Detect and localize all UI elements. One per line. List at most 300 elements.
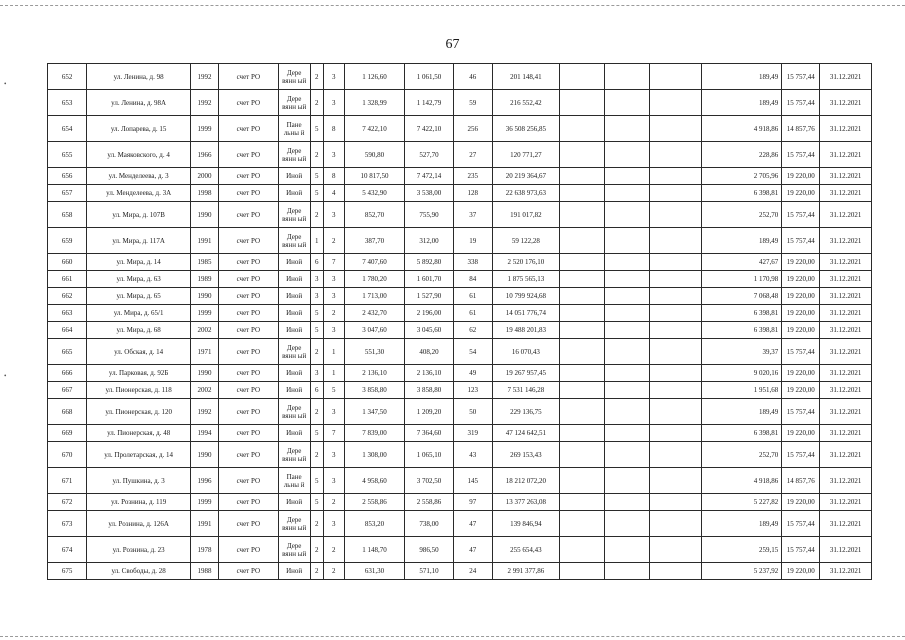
material-cell: Пане льны й xyxy=(278,468,310,494)
date-cell: 31.12.2021 xyxy=(820,271,872,288)
table-row xyxy=(48,425,872,442)
empty-cell xyxy=(605,116,650,142)
entrances-cell: 2 xyxy=(323,537,344,563)
empty-cell xyxy=(605,228,650,254)
material-cell: Иной xyxy=(278,425,310,442)
material-cell: Иной xyxy=(278,563,310,580)
year-cell: 1966 xyxy=(191,142,219,168)
empty-cell xyxy=(559,442,604,468)
residents-cell: 47 xyxy=(453,537,492,563)
cost-cell: 47 124 642,51 xyxy=(492,425,559,442)
material-cell: Иной xyxy=(278,185,310,202)
table-row xyxy=(48,399,872,425)
material-cell: Иной xyxy=(278,322,310,339)
scan-top-edge xyxy=(0,5,905,7)
year-cell: 2002 xyxy=(191,322,219,339)
table-row xyxy=(48,468,872,494)
residents-cell: 46 xyxy=(453,64,492,90)
row-number: 663 xyxy=(48,305,87,322)
limit-cell: 19 220,00 xyxy=(782,288,820,305)
empty-cell xyxy=(605,468,650,494)
total-area-cell: 551,30 xyxy=(344,339,405,365)
date-cell: 31.12.2021 xyxy=(820,228,872,254)
cost-cell: 7 531 146,28 xyxy=(492,382,559,399)
residents-cell: 61 xyxy=(453,288,492,305)
address-cell: ул. Мира, д. 14 xyxy=(87,254,191,271)
empty-cell xyxy=(650,468,702,494)
empty-cell xyxy=(559,365,604,382)
address-cell: ул. Пролетарская, д. 14 xyxy=(87,442,191,468)
total-area-cell: 7 407,60 xyxy=(344,254,405,271)
entrances-cell: 1 xyxy=(323,365,344,382)
rate-cell: 427,67 xyxy=(701,254,781,271)
floors-cell: 5 xyxy=(310,305,323,322)
account-cell: счет РО xyxy=(218,168,278,185)
address-cell: ул. Рознина, д. 23 xyxy=(87,537,191,563)
address-cell: ул. Ленина, д. 98А xyxy=(87,90,191,116)
residents-cell: 27 xyxy=(453,142,492,168)
empty-cell xyxy=(650,185,702,202)
row-number: 675 xyxy=(48,563,87,580)
empty-cell xyxy=(559,494,604,511)
empty-cell xyxy=(605,288,650,305)
total-area-cell: 5 432,90 xyxy=(344,185,405,202)
floors-cell: 5 xyxy=(310,494,323,511)
entrances-cell: 5 xyxy=(323,382,344,399)
total-area-cell: 10 817,50 xyxy=(344,168,405,185)
material-cell: Иной xyxy=(278,168,310,185)
table-row xyxy=(48,442,872,468)
living-area-cell: 3 045,60 xyxy=(405,322,453,339)
date-cell: 31.12.2021 xyxy=(820,202,872,228)
year-cell: 1999 xyxy=(191,116,219,142)
account-cell: счет РО xyxy=(218,494,278,511)
limit-cell: 15 757,44 xyxy=(782,64,820,90)
rate-cell: 189,49 xyxy=(701,64,781,90)
floors-cell: 6 xyxy=(310,382,323,399)
row-number: 666 xyxy=(48,365,87,382)
total-area-cell: 1 328,99 xyxy=(344,90,405,116)
limit-cell: 14 857,76 xyxy=(782,116,820,142)
floors-cell: 5 xyxy=(310,425,323,442)
empty-cell xyxy=(605,271,650,288)
empty-cell xyxy=(605,537,650,563)
total-area-cell: 4 958,60 xyxy=(344,468,405,494)
residents-cell: 256 xyxy=(453,116,492,142)
cost-cell: 2 520 176,10 xyxy=(492,254,559,271)
account-cell: счет РО xyxy=(218,271,278,288)
year-cell: 1994 xyxy=(191,425,219,442)
address-cell: ул. Мира, д. 65 xyxy=(87,288,191,305)
limit-cell: 15 757,44 xyxy=(782,537,820,563)
cost-cell: 19 488 201,83 xyxy=(492,322,559,339)
residents-cell: 47 xyxy=(453,511,492,537)
empty-cell xyxy=(559,382,604,399)
floors-cell: 2 xyxy=(310,563,323,580)
year-cell: 1990 xyxy=(191,202,219,228)
account-cell: счет РО xyxy=(218,563,278,580)
residents-cell: 54 xyxy=(453,339,492,365)
entrances-cell: 3 xyxy=(323,202,344,228)
rate-cell: 6 398,81 xyxy=(701,425,781,442)
address-cell: ул. Обская, д. 14 xyxy=(87,339,191,365)
scan-dot: • xyxy=(4,80,7,88)
table-row xyxy=(48,365,872,382)
empty-cell xyxy=(605,185,650,202)
limit-cell: 15 757,44 xyxy=(782,339,820,365)
total-area-cell: 590,80 xyxy=(344,142,405,168)
date-cell: 31.12.2021 xyxy=(820,442,872,468)
empty-cell xyxy=(650,168,702,185)
floors-cell: 2 xyxy=(310,202,323,228)
account-cell: счет РО xyxy=(218,64,278,90)
address-cell: ул. Мира, д. 63 xyxy=(87,271,191,288)
total-area-cell: 631,30 xyxy=(344,563,405,580)
cost-cell: 1 875 565,13 xyxy=(492,271,559,288)
account-cell: счет РО xyxy=(218,339,278,365)
residents-cell: 97 xyxy=(453,494,492,511)
empty-cell xyxy=(650,305,702,322)
floors-cell: 2 xyxy=(310,442,323,468)
entrances-cell: 3 xyxy=(323,288,344,305)
living-area-cell: 1 601,70 xyxy=(405,271,453,288)
rate-cell: 189,49 xyxy=(701,511,781,537)
row-number: 661 xyxy=(48,271,87,288)
year-cell: 1985 xyxy=(191,254,219,271)
empty-cell xyxy=(650,254,702,271)
rate-cell: 252,70 xyxy=(701,442,781,468)
account-cell: счет РО xyxy=(218,365,278,382)
living-area-cell: 7 364,60 xyxy=(405,425,453,442)
empty-cell xyxy=(559,228,604,254)
cost-cell: 216 552,42 xyxy=(492,90,559,116)
living-area-cell: 7 472,14 xyxy=(405,168,453,185)
entrances-cell: 3 xyxy=(323,64,344,90)
empty-cell xyxy=(650,494,702,511)
year-cell: 1992 xyxy=(191,399,219,425)
limit-cell: 15 757,44 xyxy=(782,442,820,468)
material-cell: Дере вянн ый xyxy=(278,399,310,425)
residents-cell: 49 xyxy=(453,365,492,382)
cost-cell: 19 267 957,45 xyxy=(492,365,559,382)
floors-cell: 3 xyxy=(310,365,323,382)
cost-cell: 22 638 973,63 xyxy=(492,185,559,202)
address-cell: ул. Рознина, д. 126А xyxy=(87,511,191,537)
account-cell: счет РО xyxy=(218,202,278,228)
residents-cell: 338 xyxy=(453,254,492,271)
material-cell: Иной xyxy=(278,382,310,399)
rate-cell: 5 227,82 xyxy=(701,494,781,511)
empty-cell xyxy=(605,399,650,425)
floors-cell: 3 xyxy=(310,288,323,305)
total-area-cell: 1 780,20 xyxy=(344,271,405,288)
floors-cell: 3 xyxy=(310,271,323,288)
empty-cell xyxy=(605,90,650,116)
cost-cell: 229 136,75 xyxy=(492,399,559,425)
empty-cell xyxy=(605,202,650,228)
address-cell: ул. Пионерская, д. 120 xyxy=(87,399,191,425)
year-cell: 1989 xyxy=(191,271,219,288)
address-cell: ул. Ленина, д. 98 xyxy=(87,64,191,90)
row-number: 667 xyxy=(48,382,87,399)
floors-cell: 2 xyxy=(310,399,323,425)
empty-cell xyxy=(650,339,702,365)
limit-cell: 15 757,44 xyxy=(782,90,820,116)
row-number: 673 xyxy=(48,511,87,537)
entrances-cell: 3 xyxy=(323,322,344,339)
floors-cell: 2 xyxy=(310,64,323,90)
residents-cell: 319 xyxy=(453,425,492,442)
empty-cell xyxy=(605,339,650,365)
address-cell: ул. Свободы, д. 28 xyxy=(87,563,191,580)
date-cell: 31.12.2021 xyxy=(820,288,872,305)
empty-cell xyxy=(559,254,604,271)
limit-cell: 19 220,00 xyxy=(782,168,820,185)
empty-cell xyxy=(650,399,702,425)
material-cell: Дере вянн ый xyxy=(278,511,310,537)
living-area-cell: 755,90 xyxy=(405,202,453,228)
rate-cell: 1 170,98 xyxy=(701,271,781,288)
residents-cell: 128 xyxy=(453,185,492,202)
empty-cell xyxy=(559,116,604,142)
rate-cell: 6 398,81 xyxy=(701,185,781,202)
living-area-cell: 738,00 xyxy=(405,511,453,537)
empty-cell xyxy=(650,442,702,468)
empty-cell xyxy=(650,365,702,382)
material-cell: Иной xyxy=(278,271,310,288)
empty-cell xyxy=(559,425,604,442)
floors-cell: 2 xyxy=(310,90,323,116)
address-cell: ул. Парковая, д. 92Б xyxy=(87,365,191,382)
limit-cell: 19 220,00 xyxy=(782,563,820,580)
year-cell: 1991 xyxy=(191,511,219,537)
address-cell: ул. Мира, д. 68 xyxy=(87,322,191,339)
limit-cell: 15 757,44 xyxy=(782,399,820,425)
date-cell: 31.12.2021 xyxy=(820,511,872,537)
living-area-cell: 1 065,10 xyxy=(405,442,453,468)
entrances-cell: 7 xyxy=(323,425,344,442)
rate-cell: 189,49 xyxy=(701,90,781,116)
year-cell: 1998 xyxy=(191,185,219,202)
empty-cell xyxy=(559,511,604,537)
empty-cell xyxy=(605,365,650,382)
year-cell: 1996 xyxy=(191,468,219,494)
material-cell: Дере вянн ый xyxy=(278,228,310,254)
total-area-cell: 1 148,70 xyxy=(344,537,405,563)
rate-cell: 39,37 xyxy=(701,339,781,365)
cost-cell: 59 122,28 xyxy=(492,228,559,254)
living-area-cell: 1 209,20 xyxy=(405,399,453,425)
empty-cell xyxy=(559,64,604,90)
date-cell: 31.12.2021 xyxy=(820,142,872,168)
housing-table xyxy=(47,63,872,580)
date-cell: 31.12.2021 xyxy=(820,537,872,563)
row-number: 672 xyxy=(48,494,87,511)
living-area-cell: 3 858,80 xyxy=(405,382,453,399)
rate-cell: 189,49 xyxy=(701,399,781,425)
living-area-cell: 2 136,10 xyxy=(405,365,453,382)
material-cell: Иной xyxy=(278,494,310,511)
cost-cell: 14 051 776,74 xyxy=(492,305,559,322)
table-row xyxy=(48,537,872,563)
empty-cell xyxy=(559,322,604,339)
residents-cell: 61 xyxy=(453,305,492,322)
cost-cell: 120 771,27 xyxy=(492,142,559,168)
residents-cell: 37 xyxy=(453,202,492,228)
account-cell: счет РО xyxy=(218,442,278,468)
date-cell: 31.12.2021 xyxy=(820,254,872,271)
rate-cell: 9 020,16 xyxy=(701,365,781,382)
floors-cell: 6 xyxy=(310,254,323,271)
entrances-cell: 2 xyxy=(323,494,344,511)
living-area-cell: 1 061,50 xyxy=(405,64,453,90)
limit-cell: 19 220,00 xyxy=(782,271,820,288)
cost-cell: 36 508 256,85 xyxy=(492,116,559,142)
entrances-cell: 3 xyxy=(323,511,344,537)
entrances-cell: 7 xyxy=(323,254,344,271)
entrances-cell: 3 xyxy=(323,271,344,288)
entrances-cell: 8 xyxy=(323,168,344,185)
rate-cell: 2 705,96 xyxy=(701,168,781,185)
entrances-cell: 8 xyxy=(323,116,344,142)
table-row xyxy=(48,185,872,202)
address-cell: ул. Пионерская, д. 48 xyxy=(87,425,191,442)
account-cell: счет РО xyxy=(218,305,278,322)
total-area-cell: 853,20 xyxy=(344,511,405,537)
table-row xyxy=(48,90,872,116)
limit-cell: 19 220,00 xyxy=(782,254,820,271)
total-area-cell: 7 839,00 xyxy=(344,425,405,442)
floors-cell: 1 xyxy=(310,228,323,254)
residents-cell: 145 xyxy=(453,468,492,494)
date-cell: 31.12.2021 xyxy=(820,339,872,365)
empty-cell xyxy=(605,442,650,468)
date-cell: 31.12.2021 xyxy=(820,64,872,90)
account-cell: счет РО xyxy=(218,228,278,254)
empty-cell xyxy=(559,271,604,288)
living-area-cell: 571,10 xyxy=(405,563,453,580)
total-area-cell: 1 126,60 xyxy=(344,64,405,90)
date-cell: 31.12.2021 xyxy=(820,425,872,442)
material-cell: Дере вянн ый xyxy=(278,90,310,116)
total-area-cell: 1 713,00 xyxy=(344,288,405,305)
floors-cell: 5 xyxy=(310,322,323,339)
year-cell: 1990 xyxy=(191,365,219,382)
row-number: 660 xyxy=(48,254,87,271)
table-row xyxy=(48,271,872,288)
row-number: 657 xyxy=(48,185,87,202)
scan-dot: • xyxy=(4,372,7,380)
residents-cell: 59 xyxy=(453,90,492,116)
limit-cell: 19 220,00 xyxy=(782,305,820,322)
empty-cell xyxy=(559,90,604,116)
row-number: 656 xyxy=(48,168,87,185)
year-cell: 1991 xyxy=(191,228,219,254)
material-cell: Дере вянн ый xyxy=(278,202,310,228)
year-cell: 1990 xyxy=(191,442,219,468)
entrances-cell: 2 xyxy=(323,305,344,322)
total-area-cell: 7 422,10 xyxy=(344,116,405,142)
row-number: 668 xyxy=(48,399,87,425)
empty-cell xyxy=(650,563,702,580)
date-cell: 31.12.2021 xyxy=(820,494,872,511)
cost-cell: 20 219 364,67 xyxy=(492,168,559,185)
floors-cell: 5 xyxy=(310,116,323,142)
account-cell: счет РО xyxy=(218,399,278,425)
account-cell: счет РО xyxy=(218,288,278,305)
limit-cell: 15 757,44 xyxy=(782,202,820,228)
rate-cell: 6 398,81 xyxy=(701,322,781,339)
entrances-cell: 2 xyxy=(323,228,344,254)
empty-cell xyxy=(650,511,702,537)
empty-cell xyxy=(650,537,702,563)
limit-cell: 19 220,00 xyxy=(782,322,820,339)
living-area-cell: 986,50 xyxy=(405,537,453,563)
row-number: 665 xyxy=(48,339,87,365)
empty-cell xyxy=(605,305,650,322)
address-cell: ул. Мира, д. 65/1 xyxy=(87,305,191,322)
account-cell: счет РО xyxy=(218,382,278,399)
total-area-cell: 387,70 xyxy=(344,228,405,254)
empty-cell xyxy=(650,116,702,142)
limit-cell: 19 220,00 xyxy=(782,185,820,202)
cost-cell: 139 846,94 xyxy=(492,511,559,537)
residents-cell: 24 xyxy=(453,563,492,580)
living-area-cell: 312,00 xyxy=(405,228,453,254)
account-cell: счет РО xyxy=(218,511,278,537)
table-row xyxy=(48,494,872,511)
empty-cell xyxy=(650,90,702,116)
empty-cell xyxy=(559,399,604,425)
entrances-cell: 2 xyxy=(323,563,344,580)
limit-cell: 14 857,76 xyxy=(782,468,820,494)
empty-cell xyxy=(559,185,604,202)
material-cell: Иной xyxy=(278,365,310,382)
entrances-cell: 1 xyxy=(323,339,344,365)
total-area-cell: 2 432,70 xyxy=(344,305,405,322)
year-cell: 2000 xyxy=(191,168,219,185)
limit-cell: 19 220,00 xyxy=(782,365,820,382)
limit-cell: 19 220,00 xyxy=(782,494,820,511)
empty-cell xyxy=(559,537,604,563)
total-area-cell: 3 047,60 xyxy=(344,322,405,339)
table-row xyxy=(48,563,872,580)
rate-cell: 1 951,68 xyxy=(701,382,781,399)
address-cell: ул. Мира, д. 117А xyxy=(87,228,191,254)
account-cell: счет РО xyxy=(218,468,278,494)
floors-cell: 2 xyxy=(310,339,323,365)
table-row xyxy=(48,64,872,90)
rate-cell: 7 068,48 xyxy=(701,288,781,305)
cost-cell: 255 654,43 xyxy=(492,537,559,563)
cost-cell: 16 070,43 xyxy=(492,339,559,365)
row-number: 653 xyxy=(48,90,87,116)
floors-cell: 5 xyxy=(310,168,323,185)
material-cell: Пане льны й xyxy=(278,116,310,142)
table-row xyxy=(48,305,872,322)
limit-cell: 19 220,00 xyxy=(782,382,820,399)
material-cell: Дере вянн ый xyxy=(278,442,310,468)
residents-cell: 50 xyxy=(453,399,492,425)
rate-cell: 6 398,81 xyxy=(701,305,781,322)
date-cell: 31.12.2021 xyxy=(820,116,872,142)
table-row xyxy=(48,168,872,185)
table-row xyxy=(48,382,872,399)
empty-cell xyxy=(650,425,702,442)
living-area-cell: 5 892,80 xyxy=(405,254,453,271)
total-area-cell: 852,70 xyxy=(344,202,405,228)
empty-cell xyxy=(605,425,650,442)
